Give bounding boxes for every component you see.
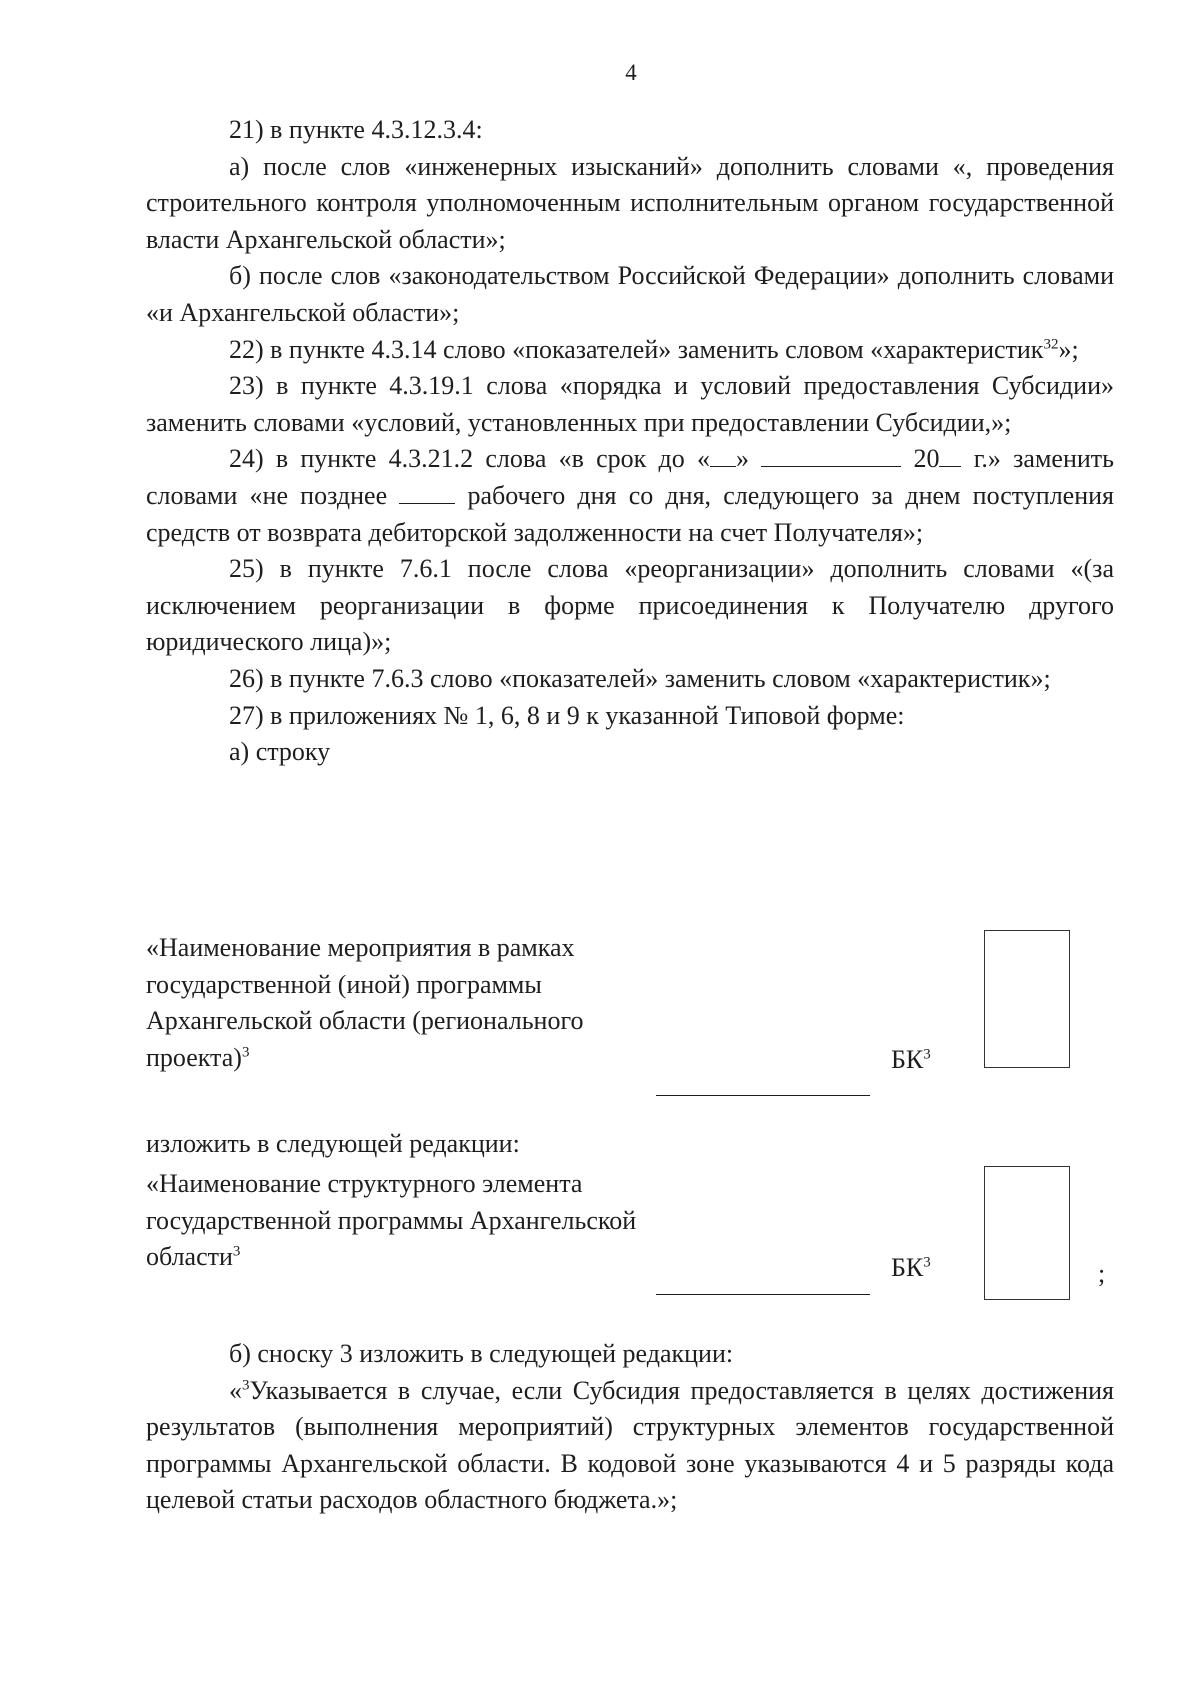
footnote-section [146,1336,1114,1519]
bk-label: БК [891,1045,924,1074]
item-24-part-c: 20 [913,444,940,474]
blank-days [399,481,455,504]
item-21a: а) после слов «инженерных изысканий» дополнить словами «, проведения строительного контроля уполномоченным исполнительным органом государственной власти Архангельской области»; [146,151,1114,254]
form-row-new-bk [891,1250,931,1287]
item-27: 27) в приложениях № 1, 6, 8 и 9 к указанной Типовой форме: [229,700,905,730]
bk-footnote-ref: 3 [923,1046,931,1063]
form-row-new [146,1166,1116,1306]
bk-label-new: БК [891,1253,924,1282]
footnote-open-quote: « [229,1375,242,1405]
form-row-old-bk [891,1042,931,1079]
item-26: 26) в пункте 7.6.3 слово «показателей» заменить словом «характеристик»; [229,663,1051,693]
footnote-ref-3: 3 [241,1044,250,1061]
document-body [146,112,1114,771]
footnote-ref-3-new: 3 [232,1243,241,1260]
footnote-3-marker: 3 [242,1376,250,1393]
item-25: 25) в пункте 7.6.1 после слова «реорганизации» дополнить словами «(за исключением реорганизации в форме присоединения к Получателю другого юридического лица)»; [146,554,1114,657]
footnote-3-text [146,1373,1114,1519]
form-row-new-label-text: «Наименование структурного элемента государственной программы Архангельской области [146,1169,637,1272]
form-row-new-line [656,1294,870,1295]
bk-footnote-ref-new: 3 [923,1254,931,1271]
item-22-text: 22) в пункте 4.3.14 слово «показателей» заменить словом «характеристик [229,334,1044,364]
form-row-old-line [656,1095,870,1096]
item-22-end: »; [1058,334,1079,364]
form-row-old-code-box [984,930,1070,1068]
form-row-new-label [146,1166,666,1276]
form-row-old-label [146,930,666,1076]
form-row-new-end: ; [1098,1259,1106,1288]
redaction-intro: изложить в следующей редакции: [146,1129,520,1158]
item-b-footnote: б) сноску 3 изложить в следующей редакции: [229,1339,734,1368]
page-number: 4 [625,60,637,85]
footnote-ref-32: 32 [1043,335,1059,352]
item-22 [146,332,1114,369]
form-row-new-code-box [984,1166,1070,1300]
footnote-3-body: Указывается в случае, если Субсидия предоставляется в целях достижения результатов (выполнения мероприятий) структурных элементов государственной программы Архангельской области. В кодовой зоне указываются 4 и 5 разряды кода целевой статьи расходов областного бюджета.»; [146,1375,1114,1515]
blank-month [761,444,901,467]
item-21b: б) после слов «законодательством Российской Федерации» дополнить словами «и Архангельской области»; [146,261,1114,327]
item-23: 23) в пункте 4.3.19.1 слова «порядка и условий предоставления Субсидии» заменить словами «условий, установленных при предоставлении Субсидии,»; [146,371,1114,437]
item-24-part-e: рабочего дня со дня, следующего за днем поступления средств от возврата дебиторской задолженности на счет Получателя»; [146,480,1114,547]
form-row-old-label-text: «Наименование мероприятия в рамках государственной (иной) программы Архангельской области (регионального проекта) [146,933,584,1072]
item-24-part-b: » [735,444,749,474]
blank-year [939,444,961,467]
item-24-part-d: г.» заменить словами «не позднее [146,444,1115,510]
form-row-old [146,930,1116,1100]
item-21: 21) в пункте 4.3.12.3.4: [229,115,483,144]
item-24-part-a: 24) в пункте 4.3.21.2 слова «в срок до « [229,444,710,474]
blank-day [710,444,736,467]
item-27a: а) строку [229,737,331,767]
item-24 [146,441,1114,551]
